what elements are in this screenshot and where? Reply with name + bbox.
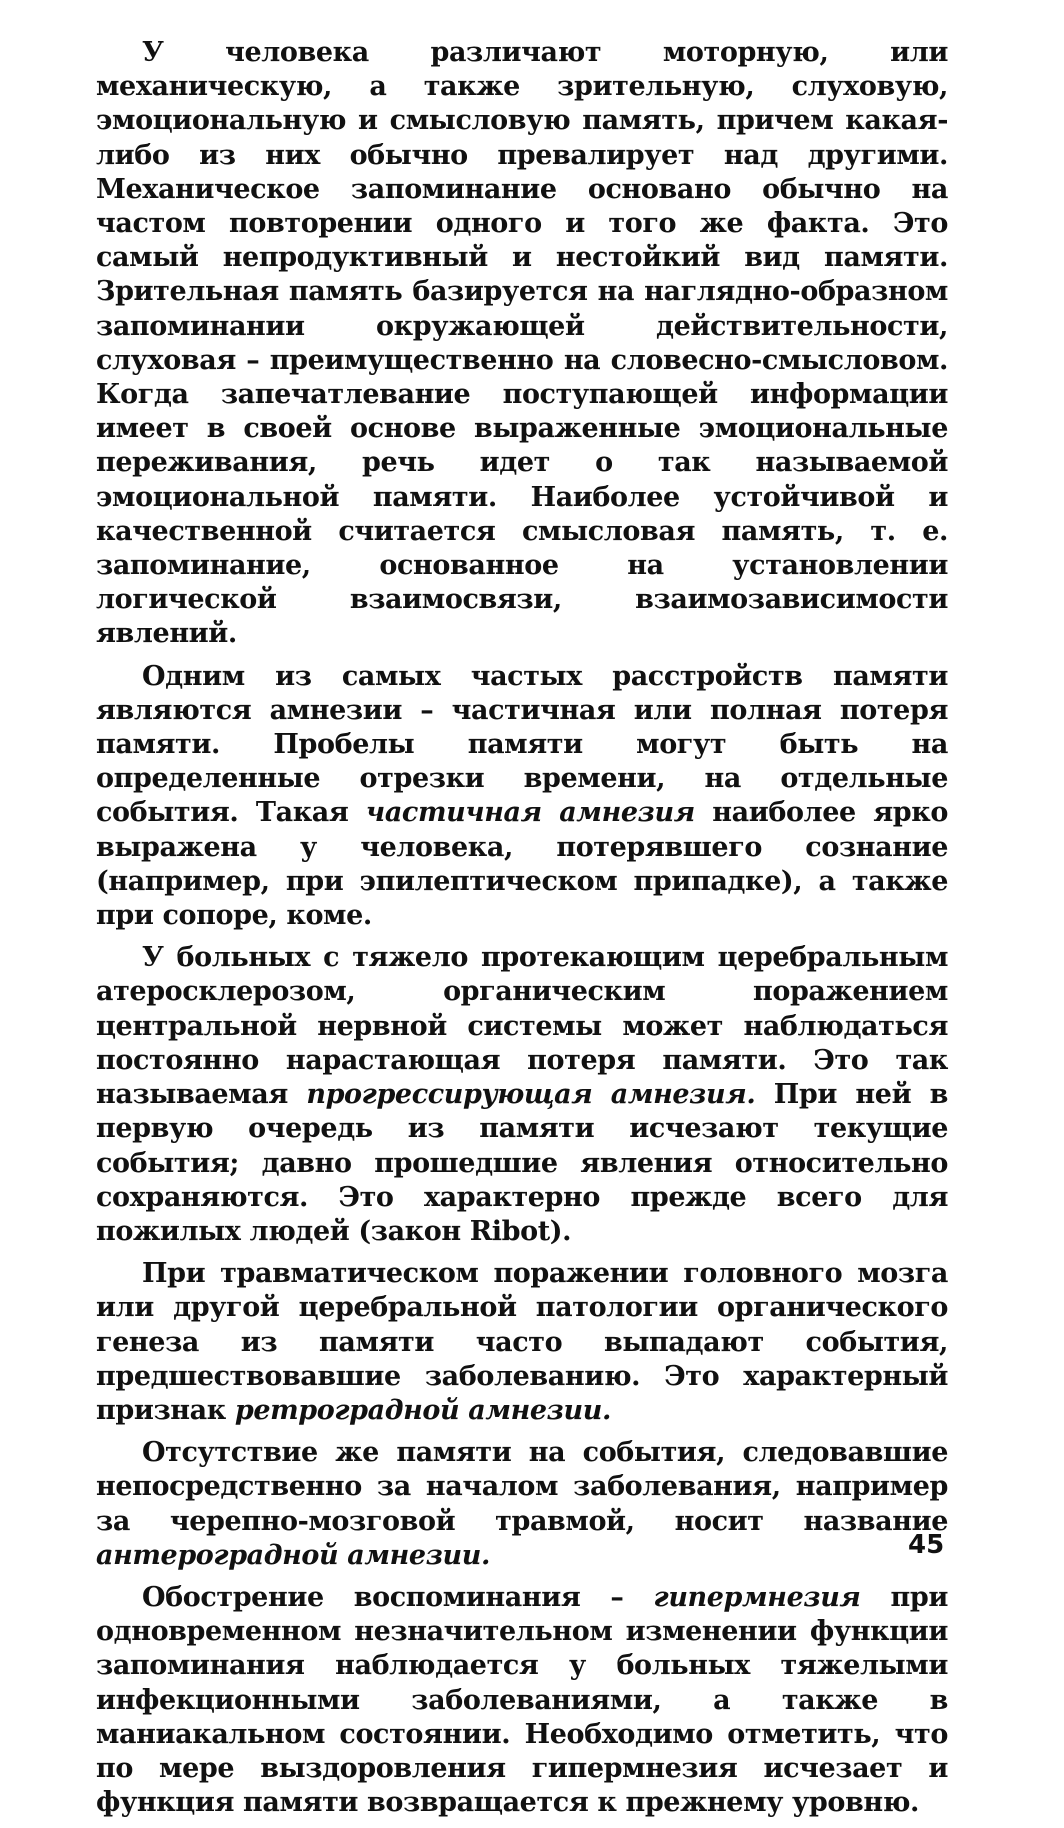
paragraph-progressive-amnesia: [96, 941, 948, 1249]
term-retrograde-amnesia: ретроградной амнезии.: [234, 1394, 611, 1426]
paragraph-text: Одним из самых частых расстройств памяти являются амнезии – частичная или полная потеря памяти. Пробелы памяти могут быть на определенные отрезки времени, на отдельные события. Такая: [96, 660, 948, 829]
paragraph-retrograde-amnesia: [96, 1257, 948, 1428]
paragraph-text: У больных с тяжело протекающим церебральным атеросклерозом, органическим поражением центральной нервной системы может наблюдаться постоянно нарастающая потеря памяти. Это так называемая: [96, 942, 948, 1111]
paragraph-text: Отсутствие же памяти на события, следовавшие непосредственно за началом заболевания, например за черепно-мозговой травмой, носит название: [96, 1437, 948, 1537]
term-progressive-amnesia: прогрессирующая амнезия.: [306, 1079, 756, 1111]
paragraph-anterograde-amnesia: [96, 1436, 948, 1573]
paragraph-amnesia: [96, 660, 948, 934]
paragraph-text: при одновременном незначительном изменении функции запоминания наблюдается у больных тяжелыми инфекционными заболеваниями, а также в маниакальном состоянии. Необходимо отметить, что по мере выздоровления гипермнезия исчезает и функция памяти возвращается к прежнему уровню.: [96, 1581, 949, 1819]
paragraph-memory-types: [96, 36, 948, 652]
term-partial-amnesia: частичная амнезия: [365, 797, 695, 829]
book-page-body: [96, 36, 948, 1828]
page-number: 45: [908, 1530, 945, 1560]
paragraph-text: При ней в первую очередь из памяти исчезают текущие события; давно прошедшие явления относительно сохраняются. Это характерно прежде всего для пожилых людей (закон Ribot).: [96, 1079, 948, 1247]
paragraph-text: Обострение воспоминания –: [142, 1581, 654, 1613]
term-hypermnesia: гипермнезия: [653, 1581, 861, 1613]
paragraph-hypermnesia: [96, 1581, 948, 1820]
term-anterograde-amnesia: антероградной амнезии.: [96, 1539, 490, 1571]
paragraph-text: У человека различают моторную, или механическую, а также зрительную, слуховую, эмоциональную и смысловую память, причем какая-либо из них обычно превалирует над другими. Механическое запоминание основано обычно на частом повторении одного и того же факта. Это самый непродуктивный и нестойкий вид памяти. Зрительная память базируется на наглядно-образном запоминании окружающей действительности, слуховая – преимущественно на словесно-смысловом. Когда запечатлевание поступающей информации имеет в своей основе выраженные эмоциональные переживания, речь идет о так называемой эмоциональной памяти. Наиболее устойчивой и качественной считается смысловая память, т. е. запоминание, основанное на установлении логической взаимосвязи, взаимозависимости явлений.: [96, 37, 948, 650]
paragraph-text: При травматическом поражении головного мозга или другой церебральной патологии органического генеза из памяти часто выпадают события, предшествовавшие заболеванию. Это характерный признак: [96, 1258, 948, 1426]
paragraph-text: наиболее ярко выражена у человека, потерявшего сознание (например, при эпилептическом припадке), а также при сопоре, коме.: [96, 797, 948, 932]
